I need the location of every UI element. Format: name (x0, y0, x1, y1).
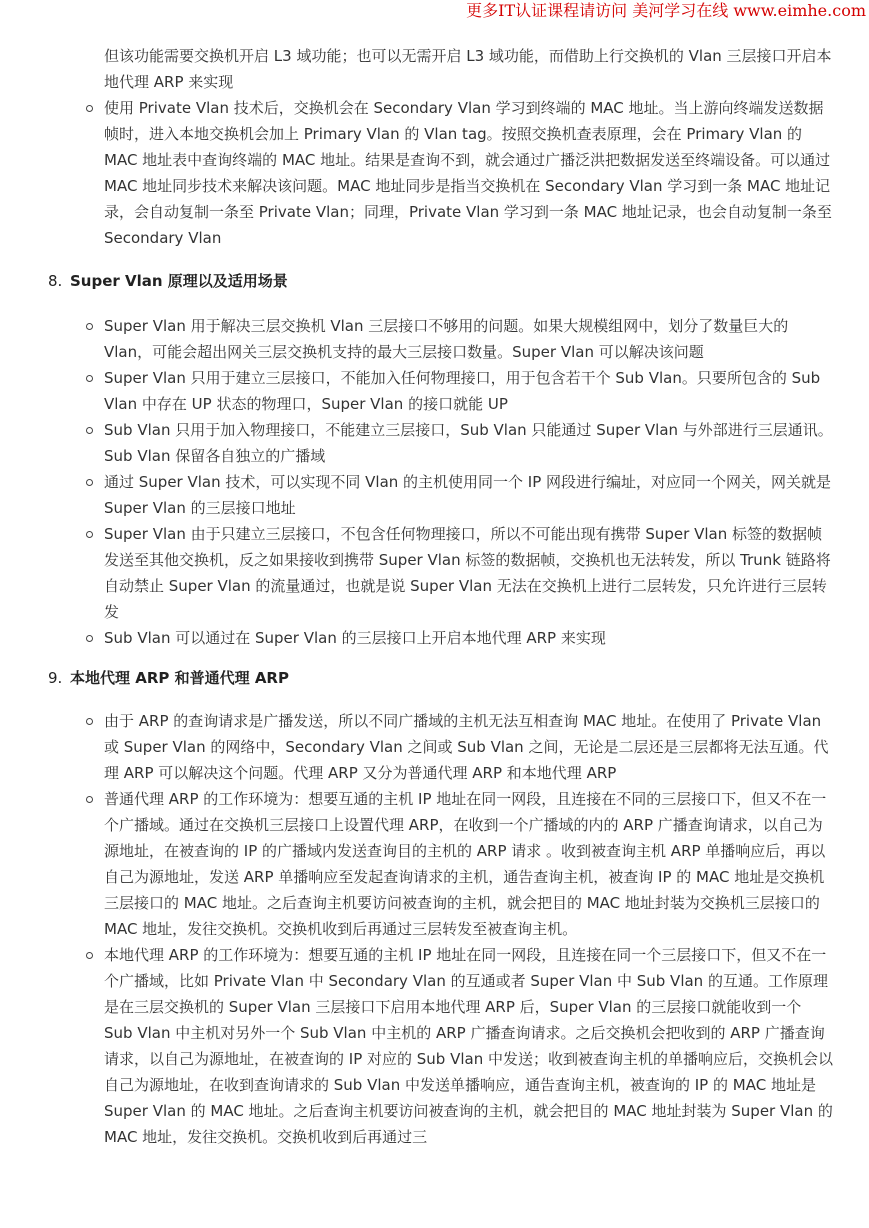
list-item: Sub Vlan 只用于加入物理接口，不能建立三层接口，Sub Vlan 只能通过 Super Vlan 与外部进行三层通讯。Sub Vlan 保留各自独立的广播域 (104, 417, 834, 469)
list-item: Super Vlan 只用于建立三层接口，不能加入任何物理接口，用于包含若干个 Sub Vlan。只要所包含的 Sub Vlan 中存在 UP 状态的物理口，Super Vlan 的接口就能 UP (104, 365, 834, 417)
list-item: 通过 Super Vlan 技术，可以实现不同 Vlan 的主机使用同一个 IP 网段进行编址，对应同一个网关，网关就是 Super Vlan 的三层接口地址 (104, 469, 834, 521)
site-banner[interactable]: 更多IT认证课程请访问 美河学习在线 www.eimhe.com (466, 1, 866, 20)
section-number: 9. (48, 669, 63, 687)
list-item: 普通代理 ARP 的工作环境为：想要互通的主机 IP 地址在同一网段，且连接在不同的三层接口下，但又不在一个广播域。通过在交换机三层接口上设置代理 ARP，在收到一个广播域的内的 ARP 广播查询请求，以自己为源地址，在被查询的 IP 的广播域内发送查询目的主机的 ARP 请求 。收到被查询主机 ARP 单播响应后，再以自己为源地址，发送 ARP 单播响应至发起查询请求的主机，通告查询主机，被查询 IP 的 MAC 地址是交换机三层接口的 MAC 地址。之后查询主机要访问被查询的主机，就会把目的 MAC 地址封装为交换机三层接口的 MAC 地址，发往交换机。交换机收到后再通过三层转发至被查询主机。 (104, 786, 834, 942)
section-heading-8 (48, 270, 288, 292)
section-9-bullet-list (104, 708, 834, 1150)
section-title: Super Vlan 原理以及适用场景 (70, 272, 288, 290)
list-item: 使用 Private Vlan 技术后，交换机会在 Secondary Vlan 学习到终端的 MAC 地址。当上游向终端发送数据帧时，进入本地交换机会加上 Primary Vlan 的 Vlan tag。按照交换机查表原理，会在 Primary Vlan 的 MAC 地址表中查询终端的 MAC 地址。结果是查询不到，就会通过广播泛洪把数据发送至终端设备。可以通过 MAC 地址同步技术来解决该问题。MAC 地址同步是指当交换机在 Secondary Vlan 学习到一条 MAC 地址记录，会自动复制一条至 Private Vlan；同理，Private Vlan 学习到一条 MAC 地址记录，也会自动复制一条至 Secondary Vlan (104, 95, 834, 251)
list-item: 本地代理 ARP 的工作环境为：想要互通的主机 IP 地址在同一网段，且连接在同一个三层接口下，但又不在一个广播域，比如 Private Vlan 中 Secondary Vlan 的互通或者 Super Vlan 中 Sub Vlan 的互通。工作原理是在三层交换机的 Super Vlan 三层接口下启用本地代理 ARP 后，Super Vlan 的三层接口就能收到一个 Sub Vlan 中主机对另外一个 Sub Vlan 中主机的 ARP 广播查询请求。之后交换机会把收到的 ARP 广播查询请求，以自己为源地址，在被查询的 IP 对应的 Sub Vlan 中发送；收到被查询主机的单播响应后，交换机会以自己为源地址，在收到查询请求的 Sub Vlan 中发送单播响应，通告查询主机，被查询的 IP 的 MAC 地址是 Super Vlan 的 MAC 地址。之后查询主机要访问被查询的主机，就会把目的 MAC 地址封装为 Super Vlan 的 MAC 地址，发往交换机。交换机收到后再通过三 (104, 942, 834, 1150)
section-heading-9 (48, 667, 289, 689)
list-item: Sub Vlan 可以通过在 Super Vlan 的三层接口上开启本地代理 ARP 来实现 (104, 625, 834, 651)
section-title: 本地代理 ARP 和普通代理 ARP (70, 669, 289, 687)
intro-bullet-list (104, 95, 834, 251)
list-item: 由于 ARP 的查询请求是广播发送，所以不同广播域的主机无法互相查询 MAC 地址。在使用了 Private Vlan 或 Super Vlan 的网络中，Secondary Vlan 之间或 Sub Vlan 之间，无论是二层还是三层都将无法互通。代理 ARP 可以解决这个问题。代理 ARP 又分为普通代理 ARP 和本地代理 ARP (104, 708, 834, 786)
section-8-bullet-list (104, 313, 834, 651)
list-item: Super Vlan 用于解决三层交换机 Vlan 三层接口不够用的问题。如果大规模组网中，划分了数量巨大的 Vlan，可能会超出网关三层交换机支持的最大三层接口数量。Super Vlan 可以解决该问题 (104, 313, 834, 365)
list-item: Super Vlan 由于只建立三层接口，不包含任何物理接口，所以不可能出现有携带 Super Vlan 标签的数据帧发送至其他交换机，反之如果接收到携带 Super Vlan 标签的数据帧，交换机也无法转发，所以 Trunk 链路将自动禁止 Super Vlan 的流量通过，也就是说 Super Vlan 无法在交换机上进行二层转发，只允许进行三层转发 (104, 521, 834, 625)
section-number: 8. (48, 272, 63, 290)
continuation-paragraph: 但该功能需要交换机开启 L3 域功能；也可以无需开启 L3 域功能，而借助上行交换机的 Vlan 三层接口开启本地代理 ARP 来实现 (104, 47, 832, 91)
